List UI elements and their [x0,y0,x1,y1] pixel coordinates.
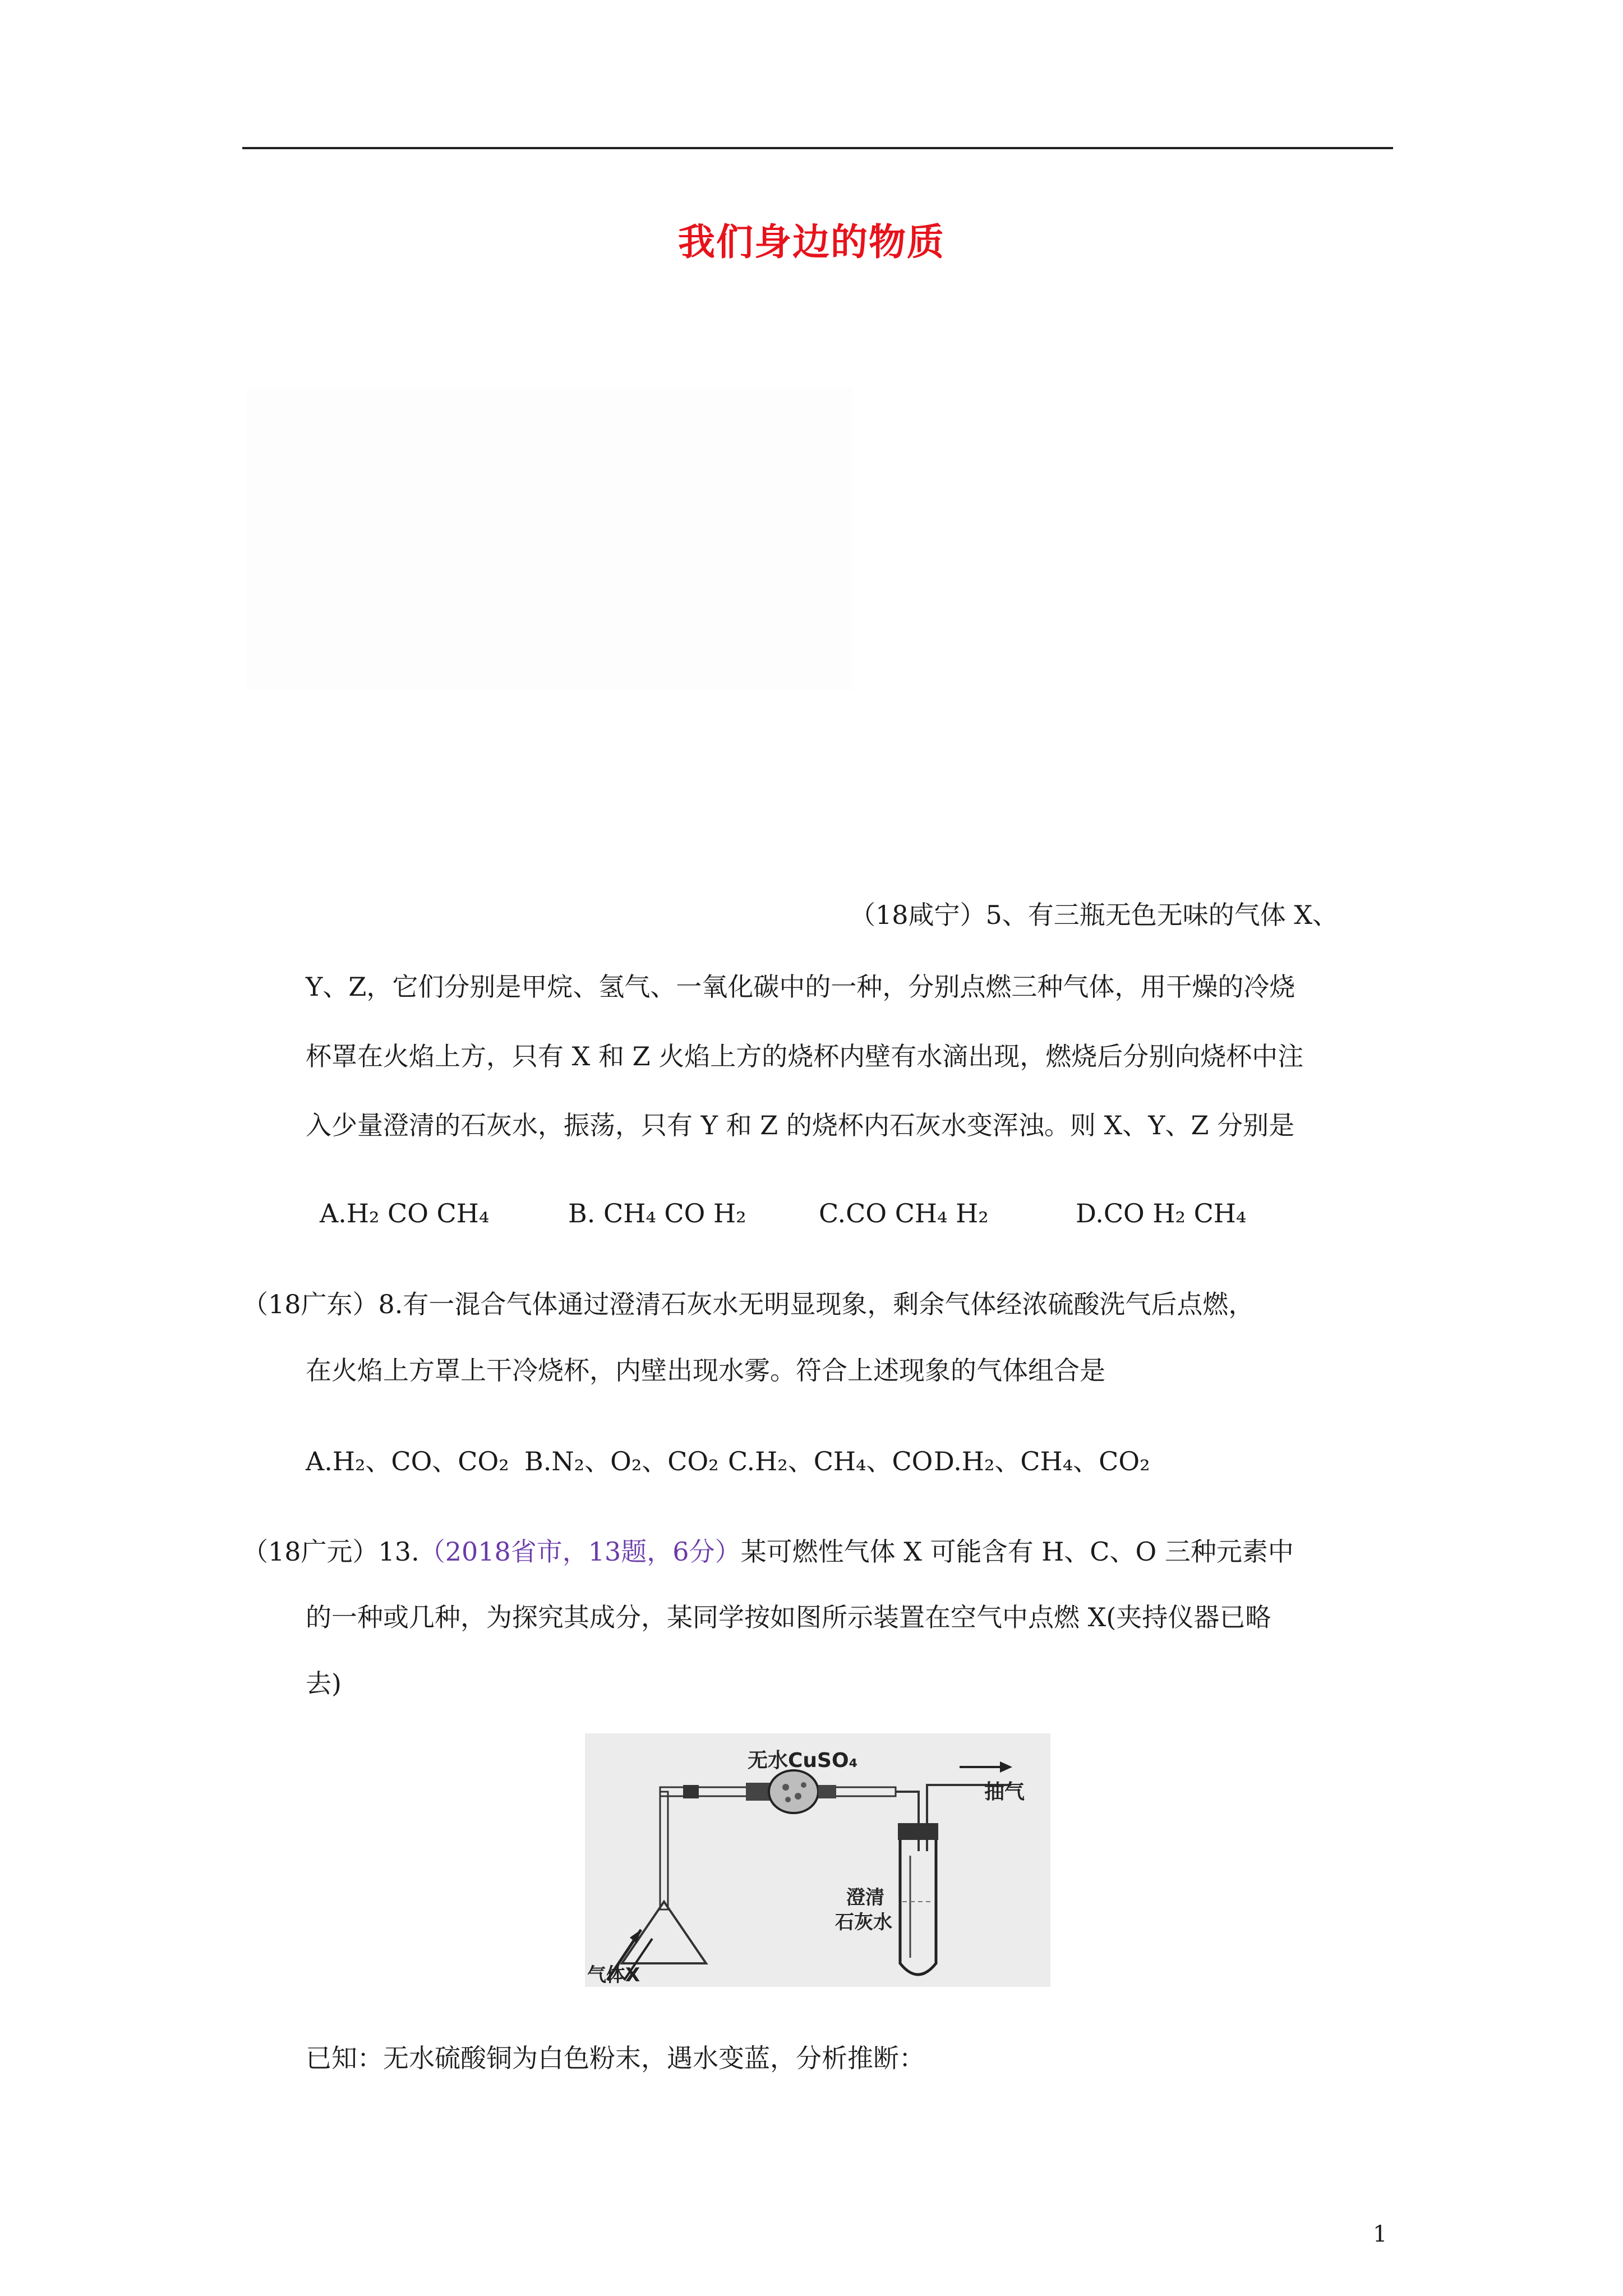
q3-line2: 的一种或几种，为探究其成分，某同学按如图所示装置在空气中点燃 X(夹持仪器已略 [306,1602,1271,1632]
q2-option-b: B.N₂、O₂、CO₂ [524,1446,719,1476]
page-title: 我们身边的物质 [678,220,945,264]
blank-region [247,387,852,690]
q1-option-b: B. CH₄ CO H₂ [568,1198,746,1228]
q1-line2: Y、Z，它们分别是甲烷、氢气、一氧化碳中的一种，分别点燃三种气体，用干燥的冷烧 [306,972,1295,1002]
label-pump: 抽气 [984,1780,1025,1803]
q3-source: （2018省市，13题，6分） [419,1536,741,1567]
label-limewater-1: 澄清 [846,1887,884,1909]
label-cuso4: 无水CuSO₄ [748,1749,858,1772]
q1-line1: （18咸宁）5、有三瓶无色无味的气体 X、 [850,900,1339,930]
q2-option-c: C.H₂、CH₄、CO [728,1446,933,1476]
q3-line3: 去) [306,1668,342,1699]
q2-line1: （18广东）8.有一混合气体通过澄清石灰水无明显现象，剩余气体经浓硫酸洗气后点燃， [242,1289,1255,1319]
apparatus-diagram [585,1733,1050,1987]
header-rule [242,147,1393,149]
q1-line4: 入少量澄清的石灰水，振荡，只有 Y 和 Z 的烧杯内石灰水变浑浊。则 X、Y、Z 分别是 [306,1110,1295,1140]
q2-option-d: D.H₂、CH₄、CO₂ [934,1446,1150,1476]
q1-option-c: C.CO CH₄ H₂ [819,1198,989,1228]
connector [746,1783,771,1801]
q3-prefix: （18广元）13. [242,1536,419,1567]
q1-option-a: A.H₂ CO CH₄ [320,1198,490,1228]
q3-known: 已知：无水硫酸铜为白色粉末，遇水变蓝，分析推断： [306,2043,925,2073]
q2-option-a: A.H₂、CO、CO₂ [306,1446,509,1476]
q3-line1 [242,1536,1294,1567]
label-gas-x: 气体X [587,1964,640,1986]
label-limewater-2: 石灰水 [835,1911,892,1934]
page-number: 1 [1373,2221,1387,2247]
q1-option-d: D.CO H₂ CH₄ [1076,1198,1247,1228]
q1-line3: 杯罩在火焰上方，只有 X 和 Z 火焰上方的烧杯内壁有水滴出现，燃烧后分别向烧杯中注 [306,1041,1304,1071]
q2-line2: 在火焰上方罩上干冷烧杯，内壁出现水雾。符合上述现象的气体组合是 [306,1355,1105,1386]
drying-tube [769,1770,818,1813]
q3-line1-rest: 某可燃性气体 X 可能含有 H、C、O 三种元素中 [740,1536,1294,1567]
apparatus-figure [585,1733,1050,1987]
